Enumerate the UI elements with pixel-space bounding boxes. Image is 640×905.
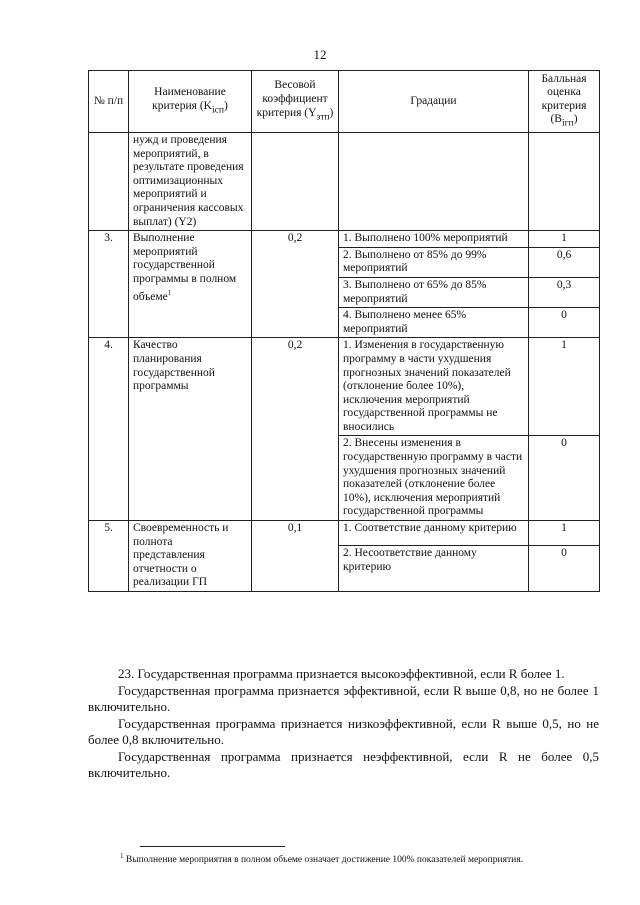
cell-gradation: 1. Соответствие данному критерию: [339, 521, 529, 546]
paragraph: 23. Государственная программа признается высокоэффективной, если R более 1.: [118, 666, 565, 681]
cell-name: Качество планирования государственной программы: [129, 338, 252, 521]
cell-score: 0: [529, 308, 600, 338]
cell-score: 0,3: [529, 277, 600, 307]
cell-num: 3.: [89, 231, 129, 338]
table-header-row: [89, 71, 600, 133]
cell-gradation: [339, 133, 529, 231]
cell-score: 0: [529, 546, 600, 592]
paragraph: Государственная программа признается низкоэффективной, если R выше 0,5, но не более 0,8 включительно.: [88, 715, 599, 747]
cell-weight: [252, 133, 339, 231]
cell-weight: 0,2: [252, 338, 339, 521]
footnote-ref: 1: [167, 288, 172, 297]
header-weight: Весовой коэффициент критерия $(Y_{зтп})$: [252, 71, 339, 133]
cell-num: 4.: [89, 338, 129, 521]
header-name: Наименование критерия $(K_{iсп})$: [129, 71, 252, 133]
header-gradations: Градации: [339, 71, 529, 133]
table-row-5: [89, 521, 600, 546]
cell-name: Выполнение мероприятий государственной программы в полном объеме$^1$: [129, 231, 252, 338]
cell-gradation: 2. Внесены изменения в государственную программу в части ухудшения прогнозных значений показателей (отклонение более 10%), исключения мероприятий государственной программы: [339, 436, 529, 521]
cell-name: Своевременность и полнота представления отчетности о реализации ГП: [129, 521, 252, 592]
cell-name: нужд и проведения мероприятий, в результате проведения оптимизационных мероприятий и ограничения кассовых выплат) (Y2): [129, 133, 252, 231]
footnote-mark: 1: [120, 852, 124, 860]
cell-num: 5.: [89, 521, 129, 592]
cell-score: 1: [529, 231, 600, 248]
footnote-divider: [140, 846, 285, 847]
cell-gradation: 1. Выполнено 100% мероприятий: [339, 231, 529, 248]
page-number: 12: [313, 47, 327, 62]
cell-gradation: 2. Несоответствие данному критерию: [339, 546, 529, 592]
table-row-continuation: [89, 133, 600, 231]
footnote-text: Выполнение мероприятия в полном объеме означает достижение 100% показателей мероприятия.: [125, 855, 523, 866]
footnote: [120, 852, 600, 865]
header-num: № п/п: [89, 71, 129, 133]
criteria-table: [88, 70, 600, 592]
body-text: [88, 666, 599, 782]
cell-num: [89, 133, 129, 231]
table-row-3: [89, 231, 600, 248]
cell-score: 0,6: [529, 247, 600, 277]
paragraph: Государственная программа признается неэффективной, если R не более 0,5 включительно.: [88, 748, 599, 780]
cell-score: 1: [529, 338, 600, 436]
cell-score: 1: [529, 521, 600, 546]
cell-gradation: 4. Выполнено менее 65% мероприятий: [339, 308, 529, 338]
paragraph: Государственная программа признается эффективной, если R выше 0,8, но не более 1 включительно.: [88, 682, 599, 714]
cell-gradation: 3. Выполнено от 65% до 85% мероприятий: [339, 277, 529, 307]
cell-gradation: 1. Изменения в государственную программу в части ухудшения прогнозных значений показателей (отклонение более 10%), исключения мероприятий государственной программы не вносились: [339, 338, 529, 436]
table-row-4: [89, 338, 600, 436]
cell-weight: 0,1: [252, 521, 339, 592]
cell-weight: 0,2: [252, 231, 339, 338]
header-score: Балльная оценка критерия $(B_{iгп})$: [529, 71, 600, 133]
cell-gradation: 2. Выполнено от 85% до 99% мероприятий: [339, 247, 529, 277]
cell-score: [529, 133, 600, 231]
cell-score: 0: [529, 436, 600, 521]
